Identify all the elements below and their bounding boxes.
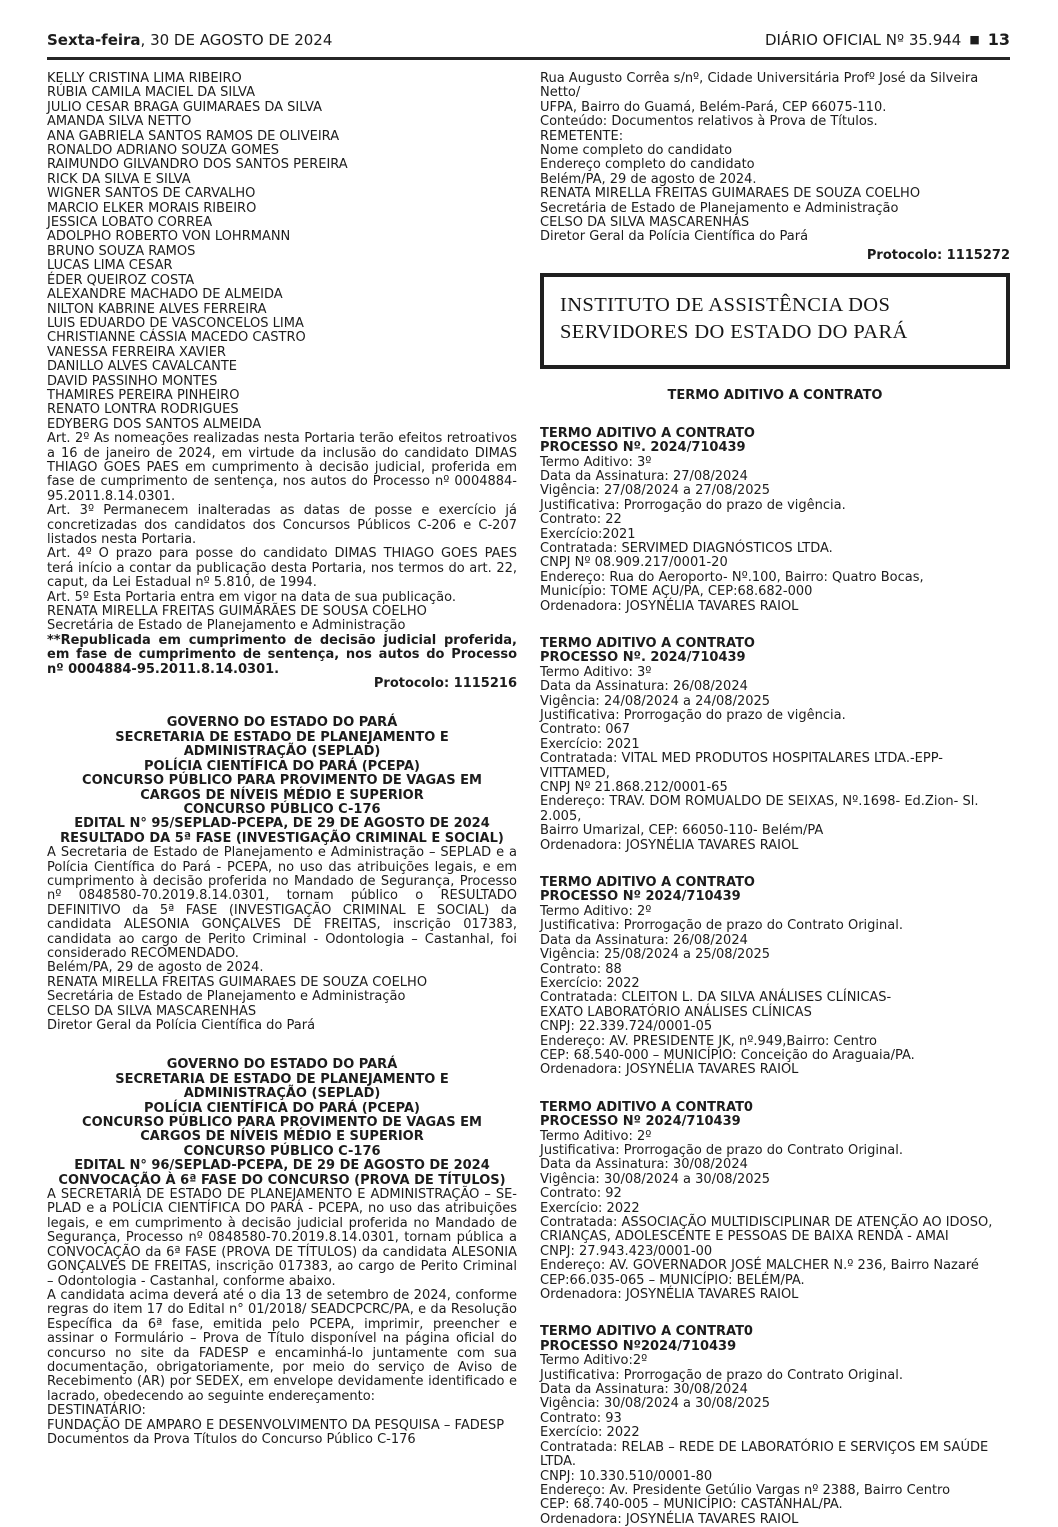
heading-line: EDITAL N° 96/SEPLAD-PCEPA, DE 29 DE AGOSTO DE 2024 — [74, 1158, 490, 1174]
termo-detail-line: Vigência: 30/08/2024 a 30/08/2025 — [540, 1171, 771, 1187]
termo-details — [540, 666, 1010, 853]
edital-96-heading — [47, 1058, 517, 1188]
termo-detail-line: Endereço: Rua do Aeroporto- Nº.100, Bairro: Quatro Bocas, — [540, 569, 924, 585]
termo-detail-line: Contrato: 93 — [540, 1410, 622, 1426]
termo-details — [540, 905, 1010, 1078]
heading-line: EDITAL N° 95/SEPLAD-PCEPA, DE 29 DE AGOSTO DE 2024 — [74, 816, 490, 832]
closing-line: CELSO DA SILVA MASCARENHAS — [47, 1003, 257, 1019]
closing-line: FUNDAÇÃO DE AMPARO E DESENVOLVIMENTO DA PESQUISA – FADESP — [47, 1417, 505, 1433]
termo-title-line: PROCESSO Nº. 2024/710439 — [540, 650, 746, 666]
candidate-name: ADOLPHO ROBERTO VON LOHRMANN — [47, 229, 291, 245]
institute-name-line: SERVIDORES DO ESTADO DO PARÁ — [560, 321, 908, 344]
heading-line: RESULTADO DA 5ª FASE (INVESTIGAÇÃO CRIMINAL E SOCIAL) — [60, 830, 504, 846]
termo-title-line: TERMO ADITIVO A CONTRAT0 — [540, 1099, 753, 1115]
termo-detail-line: Justificativa: Prorrogação de prazo do Contrato Original. — [540, 918, 903, 934]
termo-detail-line: Ordenadora: JOSYNÉLIA TAVARES RAIOL — [540, 1062, 799, 1078]
closing-line: Diretor Geral da Polícia Científica do Pará — [47, 1018, 316, 1033]
address-line: Diretor Geral da Polícia Científica do Pará — [540, 229, 809, 245]
termo-detail-line: Termo Aditivo:2º — [540, 1353, 648, 1369]
gazette-info — [765, 30, 1010, 49]
institute-name-line: INSTITUTO DE ASSISTÊNCIA DOS — [560, 294, 891, 317]
termo-detail-line: CRIANÇAS, ADOLESCENTE E PESSOAS DE BAIXA RENDA - AMAI — [540, 1229, 949, 1245]
protocol-number-2: Protocolo: 1115272 — [866, 247, 1010, 263]
termo-title-line: TERMO ADITIVO A CONTRATO — [540, 875, 755, 891]
candidate-name: RONALDO ADRIANO SOUZA GOMES — [47, 143, 279, 159]
right-column — [540, 72, 1010, 1527]
candidate-name: AMANDA SILVA NETTO — [47, 114, 192, 130]
termo-detail-line: Endereço: AV. PRESIDENTE JK, nº.949,Bairro: Centro — [540, 1033, 877, 1049]
edital-95-body: A Secretaria de Estado de Planejamento e Administração – SEPLAD e a Polícia Científica do Pará - PCEPA, no uso das atribuições legais, e em cumprimento à decisão proferida no Mandado de Segurança, Processo nº 0848580-70.2019.8.14.0301, tornam público o RESULTADO DEFINITIVO da 5ª FASE (INVESTIGAÇÃO CRIMINAL E SOCIAL) da candidata ALESONIA GONÇALVES DE FREITAS, inscrição 017383, candidata ao cargo de Perito Criminal - Odontologia – Castanhal, foi considerado RECOMENDADO. — [47, 845, 517, 961]
address-line: Nome completo do candidato — [540, 143, 733, 159]
candidate-name: RENATO LONTRA RODRIGUES — [47, 402, 239, 418]
heading-line: ADMINISTRAÇÃO (SEPLAD) — [183, 744, 381, 760]
termo-detail-line: Justificativa: Prorrogação do prazo de vigência. — [540, 708, 846, 723]
heading-line: GOVERNO DO ESTADO DO PARÁ — [166, 1057, 398, 1073]
termo-titles — [540, 427, 1010, 456]
institute-box — [540, 273, 1010, 369]
termo-detail-line: CEP:66.035-065 – MUNICÍPIO: BELÉM/PA. — [540, 1272, 805, 1288]
termo-detail-line: CNPJ Nº 08.909.217/0001-20 — [540, 555, 728, 571]
termo-detail-line: Endereço: TRAV. DOM ROMUALDO DE SEIXAS, Nº.1698- Ed.Zion- Sl. 2.005, — [540, 794, 979, 824]
termo-detail-line: Justificativa: Prorrogação de prazo do Contrato Original. — [540, 1367, 903, 1383]
candidate-name: KELLY CRISTINA LIMA RIBEIRO — [47, 71, 242, 86]
termo-detail-line: CEP: 68.540-000 – MUNICÍPIO: Conceição do Araguaia/PA. — [540, 1047, 915, 1063]
termo-detail-line: Data da Assinatura: 27/08/2024 — [540, 468, 748, 484]
termo-detail-line: Bairro Umarizal, CEP: 66050-110- Belém/PA — [540, 823, 824, 839]
termo-detail-line: Exercício: 2022 — [540, 975, 640, 991]
termo-detail-line: Data da Assinatura: 26/08/2024 — [540, 679, 748, 695]
candidate-name: LUCAS LIMA CESAR — [47, 258, 173, 274]
termo-detail-line: Contrato: 22 — [540, 512, 622, 528]
termo-detail-line: Contratada: CLEITON L. DA SILVA ANÁLISES CLÍNICAS- — [540, 990, 892, 1006]
weekday-label: Sexta-feira — [47, 30, 141, 49]
termo-title-line: PROCESSO Nº 2024/710439 — [540, 1114, 741, 1130]
closing-line: RENATA MIRELLA FREITAS GUIMARAES DE SOUZA COELHO — [47, 974, 428, 990]
candidate-name: CHRISTIANNE CÁSSIA MACEDO CASTRO — [47, 330, 306, 346]
termo-detail-line: Contrato: 067 — [540, 722, 631, 738]
termo-detail-line: Termo Aditivo: 2º — [540, 1128, 652, 1144]
termo-detail-line: Data da Assinatura: 26/08/2024 — [540, 932, 748, 948]
termo-section — [540, 427, 1010, 614]
address-line: UFPA, Bairro do Guamá, Belém-Pará, CEP 66075-110. — [540, 99, 887, 115]
article-3: Art. 3º Permanecem inalteradas as datas de posse e exercício já concretizadas dos candidatos dos Concursos Públicos C-206 e C-207 listados nesta Portaria. — [47, 503, 517, 547]
heading-line: CONCURSO PÚBLICO PARA PROVIMENTO DE VAGAS EM — [82, 1115, 482, 1131]
edital-96-closing — [47, 1404, 517, 1447]
address-line: Belém/PA, 29 de agosto de 2024. — [540, 171, 757, 187]
candidate-name: VANESSA FERREIRA XAVIER — [47, 344, 226, 360]
termo-detail-line: Vigência: 30/08/2024 a 30/08/2025 — [540, 1396, 771, 1412]
termo-detail-line: Vigência: 27/08/2024 a 27/08/2025 — [540, 483, 771, 499]
header-rule — [47, 57, 1010, 60]
address-line: Conteúdo: Documentos relativos à Prova de Títulos. — [540, 114, 878, 130]
termo-title-line: TERMO ADITIVO A CONTRAT0 — [540, 1324, 753, 1340]
heading-line: CONCURSO PÚBLICO C-176 — [183, 801, 381, 817]
termo-title-line: TERMO ADITIVO A CONTRATO — [540, 425, 755, 441]
termo-detail-line: EXATO LABORATÓRIO ANÁLISES CLÍNICAS — [540, 1004, 812, 1020]
termo-detail-line: Exercício:2021 — [540, 526, 636, 542]
candidate-name: BRUNO SOUZA RAMOS — [47, 243, 196, 259]
termo-detail-line: Contratada: VITAL MED PRODUTOS HOSPITALARES LTDA.-EPP- VITTAMED, — [540, 751, 943, 781]
candidate-name: EDYBERG DOS SANTOS ALMEIDA — [47, 416, 262, 432]
termo-detail-line: Data da Assinatura: 30/08/2024 — [540, 1382, 748, 1398]
heading-line: CONCURSO PÚBLICO C-176 — [183, 1143, 381, 1159]
termo-detail-line: Contratada: ASSOCIAÇÃO MULTIDISCIPLINAR DE ATENÇÃO AO IDOSO, — [540, 1215, 993, 1230]
page-number: 13 — [987, 30, 1010, 49]
candidate-name: DAVID PASSINHO MONTES — [47, 373, 218, 389]
closing-line: Belém/PA, 29 de agosto de 2024. — [47, 960, 264, 976]
address-line: RENATA MIRELLA FREITAS GUIMARAES DE SOUZA COELHO — [540, 186, 921, 202]
address-line: Secretária de Estado de Planejamento e Administração — [540, 200, 899, 216]
heading-line: SECRETARIA DE ESTADO DE PLANEJAMENTO E — [115, 729, 449, 745]
termo-detail-line: Endereço: Av. Presidente Getúlio Vargas nº 2388, Bairro Centro — [540, 1482, 951, 1498]
issue-date — [47, 31, 332, 49]
termo-details — [540, 1354, 1010, 1527]
termo-aditivo-heading: TERMO ADITIVO A CONTRATO — [667, 388, 883, 404]
republication-note: **Republicada em cumprimento de decisão judicial proferida, em fase de cumprimento de sentença, nos autos do Processo nº 0004884-95.2011.8.14.0301. — [47, 632, 517, 677]
candidate-name: RICK DA SILVA E SILVA — [47, 171, 191, 187]
candidate-name: DANILLO ALVES CAVALCANTE — [47, 359, 238, 375]
heading-line: GOVERNO DO ESTADO DO PARÁ — [166, 715, 398, 731]
termo-titles — [540, 1325, 1010, 1354]
content-columns — [47, 72, 1010, 1527]
edital-96-body-1: A SECRETARIA DE ESTADO DE PLANEJAMENTO E ADMINISTRAÇÃO – SE-PLAD e a POLÍCIA CIENTÍFICA DO PARÁ - PCEPA, no uso das atribuições legais, e em cumprimento à decisão judicial proferida no Mandado de Segurança, Processo nº 0848580-70.2019.8.14.0301, tornam pública a CONVOCAÇÃO da 6ª FASE (PROVA DE TÍTULOS) da candidata ALESONIA GONÇALVES DE FREITAS, inscrição 017383, ao cargo de Perito Criminal – Odontologia - Castanhal, conforme abaixo. — [47, 1187, 517, 1289]
left-column — [47, 72, 517, 1527]
termo-detail-line: Município: TOME AÇU/PA, CEP:68.682-000 — [540, 584, 813, 600]
termo-detail-line: Ordenadora: JOSYNÉLIA TAVARES RAIOL — [540, 837, 799, 853]
termo-detail-line: Exercício: 2022 — [540, 1200, 640, 1216]
page-header — [47, 30, 1010, 49]
address-line: Rua Augusto Corrêa s/nº, Cidade Universitária Profº José da Silveira Netto/ — [540, 71, 979, 101]
termo-section — [540, 637, 1010, 853]
termo-detail-line: Data da Assinatura: 30/08/2024 — [540, 1157, 748, 1173]
termo-title-line: PROCESSO Nº2024/710439 — [540, 1338, 737, 1354]
candidate-name: ALEXANDRE MACHADO DE ALMEIDA — [47, 287, 283, 303]
termo-detail-line: Endereço: AV. GOVERNADOR JOSÉ MALCHER N.º 236, Bairro Nazaré — [540, 1258, 979, 1274]
heading-line: CARGOS DE NÍVEIS MÉDIO E SUPERIOR — [140, 1129, 424, 1145]
termo-titles — [540, 876, 1010, 905]
termo-detail-line: Termo Aditivo: 2º — [540, 903, 652, 919]
edital-95-closing — [47, 961, 517, 1033]
mailing-address-block — [540, 72, 1010, 245]
candidate-name: RÚBIA CAMILA MACIEL DA SILVA — [47, 85, 255, 101]
heading-line: SECRETARIA DE ESTADO DE PLANEJAMENTO E — [115, 1071, 449, 1087]
termo-detail-line: Ordenadora: JOSYNÉLIA TAVARES RAIOL — [540, 598, 799, 614]
address-line: Endereço completo do candidato — [540, 157, 755, 173]
termo-title-line: PROCESSO Nº. 2024/710439 — [540, 440, 746, 456]
closing-line: Documentos da Prova Títulos do Concurso Público C-176 — [47, 1431, 416, 1447]
termo-detail-line: Contratada: SERVIMED DIAGNÓSTICOS LTDA. — [540, 540, 833, 556]
heading-line: ADMINISTRAÇÃO (SEPLAD) — [183, 1086, 381, 1102]
termo-detail-line: Ordenadora: JOSYNÉLIA TAVARES RAIOL — [540, 1287, 799, 1303]
termo-sections — [540, 427, 1010, 1527]
termo-detail-line: Ordenadora: JOSYNÉLIA TAVARES RAIOL — [540, 1511, 799, 1527]
termo-detail-line: Termo Aditivo: 3º — [540, 454, 652, 470]
institute-name — [560, 292, 990, 346]
termo-detail-line: Justificativa: Prorrogação do prazo de vigência. — [540, 497, 846, 513]
termo-section — [540, 876, 1010, 1078]
heading-line: CONCURSO PÚBLICO PARA PROVIMENTO DE VAGAS EM — [82, 773, 482, 789]
termo-detail-line: Contrato: 88 — [540, 961, 622, 977]
termo-detail-line: Vigência: 24/08/2024 a 24/08/2025 — [540, 693, 771, 709]
gazette-title: DIÁRIO OFICIAL Nº 35.944 — [764, 30, 962, 49]
closing-line: Secretária de Estado de Planejamento e Administração — [47, 989, 406, 1005]
edital-95-heading — [47, 716, 517, 846]
signature-name: RENATA MIRELLA FREITAS GUIMARÃES DE SOUSA COELHO — [47, 604, 427, 620]
article-5: Art. 5º Esta Portaria entra em vigor na data de sua publicação. — [47, 589, 456, 605]
termo-title-line: PROCESSO Nº 2024/710439 — [540, 889, 741, 905]
termo-title-line: TERMO ADITIVO A CONTRATO — [540, 635, 755, 651]
protocol-number-1: Protocolo: 1115216 — [373, 676, 517, 692]
separator-square-icon: ■ — [969, 33, 980, 46]
termo-titles — [540, 637, 1010, 666]
termo-detail-line: CNPJ: 22.339.724/0001-05 — [540, 1019, 713, 1035]
candidate-name: THAMIRES PEREIRA PINHEIRO — [47, 387, 240, 403]
candidate-name: ÉDER QUEIROZ COSTA — [47, 272, 195, 288]
address-line: REMETENTE: — [540, 128, 624, 144]
termo-detail-line: Contratada: RELAB – REDE DE LABORATÓRIO E SERVIÇOS EM SAÚDE LTDA. — [540, 1439, 989, 1470]
termo-detail-line: Justificativa: Prorrogação de prazo do Contrato Original. — [540, 1142, 903, 1158]
termo-detail-line: Exercício: 2022 — [540, 1425, 640, 1441]
termo-detail-line: Contrato: 92 — [540, 1186, 622, 1202]
termo-detail-line: CNPJ: 27.943.423/0001-00 — [540, 1243, 713, 1259]
termo-detail-line: Exercício: 2021 — [540, 736, 640, 752]
candidate-name: NILTON KABRINE ALVES FERREIRA — [47, 301, 267, 317]
termo-section — [540, 1101, 1010, 1303]
heading-line: POLÍCIA CIENTÍFICA DO PARÁ (PCEPA) — [144, 1100, 420, 1116]
edital-96-body-2: A candidata acima deverá até o dia 13 de setembro de 2024, conforme regras do item 17 do Edital n° 01/2018/ SEADCPCRC/PA, e da Resolução Específica da 6ª fase, emitida pelo PCEPA, imprimir, preencher e assinar o Formulário – Prova de Título disponível na página oficial do concurso no site da FADESP e encaminhá-lo juntamente com sua documentação, obrigatoriamente, por meio do serviço de Aviso de Recebimento (AR) por SEDEX, em envelope devidamente identificado e lacrado, obedecendo ao seguinte endereçamento: — [47, 1287, 517, 1404]
termo-titles — [540, 1101, 1010, 1130]
candidate-names-list — [47, 72, 517, 432]
closing-line: DESTINATÁRIO: — [47, 1403, 146, 1419]
termo-detail-line: CNPJ: 10.330.510/0001-80 — [540, 1468, 713, 1484]
termo-detail-line: Vigência: 25/08/2024 a 25/08/2025 — [540, 947, 771, 963]
termo-details — [540, 456, 1010, 614]
candidate-name: ANA GABRIELA SANTOS RAMOS DE OLIVEIRA — [47, 128, 340, 144]
candidate-name: LUIS EDUARDO DE VASCONCELOS LIMA — [47, 315, 304, 331]
candidate-name: JESSICA LOBATO CORREA — [47, 215, 213, 231]
address-line: CELSO DA SILVA MASCARENHAS — [540, 215, 750, 231]
candidate-name: JULIO CESAR BRAGA GUIMARAES DA SILVA — [47, 99, 323, 115]
candidate-name: MARCIO ELKER MORAIS RIBEIRO — [47, 200, 257, 216]
candidate-name: RAIMUNDO GILVANDRO DOS SANTOS PEREIRA — [47, 157, 348, 173]
heading-line: CONVOCAÇÃO À 6ª FASE DO CONCURSO (PROVA DE TÍTULOS) — [58, 1172, 506, 1188]
candidate-name: WIGNER SANTOS DE CARVALHO — [47, 186, 256, 202]
article-2: Art. 2º As nomeações realizadas nesta Portaria terão efeitos retroativos a 16 de janeiro de 2024, em virtude da inclusão do candidato DIMAS THIAGO GOES PAES em cumprimento à decisão judicial, proferida em fase de cumprimento de sentença, nos autos do Processo nº 0004884-95.2011.8.14.0301. — [47, 431, 517, 504]
termo-details — [540, 1130, 1010, 1303]
date-text: , 30 DE AGOSTO DE 2024 — [140, 30, 333, 49]
termo-detail-line: CNPJ Nº 21.868.212/0001-65 — [540, 780, 728, 796]
signature-role: Secretária de Estado de Planejamento e Administração — [47, 618, 406, 634]
termo-detail-line: CEP: 68.740-005 – MUNICÍPIO: CASTANHAL/PA. — [540, 1497, 843, 1513]
termo-detail-line: Termo Aditivo: 3º — [540, 664, 652, 680]
heading-line: POLÍCIA CIENTÍFICA DO PARÁ (PCEPA) — [144, 758, 420, 774]
heading-line: CARGOS DE NÍVEIS MÉDIO E SUPERIOR — [140, 787, 424, 803]
termo-section — [540, 1325, 1010, 1527]
article-4: Art. 4º O prazo para posse do candidato DIMAS THIAGO GOES PAES terá início a contar da publicação desta Portaria, nos termos do art. 22, caput, da Lei Estadual nº 5.810, de 1994. — [47, 546, 517, 591]
